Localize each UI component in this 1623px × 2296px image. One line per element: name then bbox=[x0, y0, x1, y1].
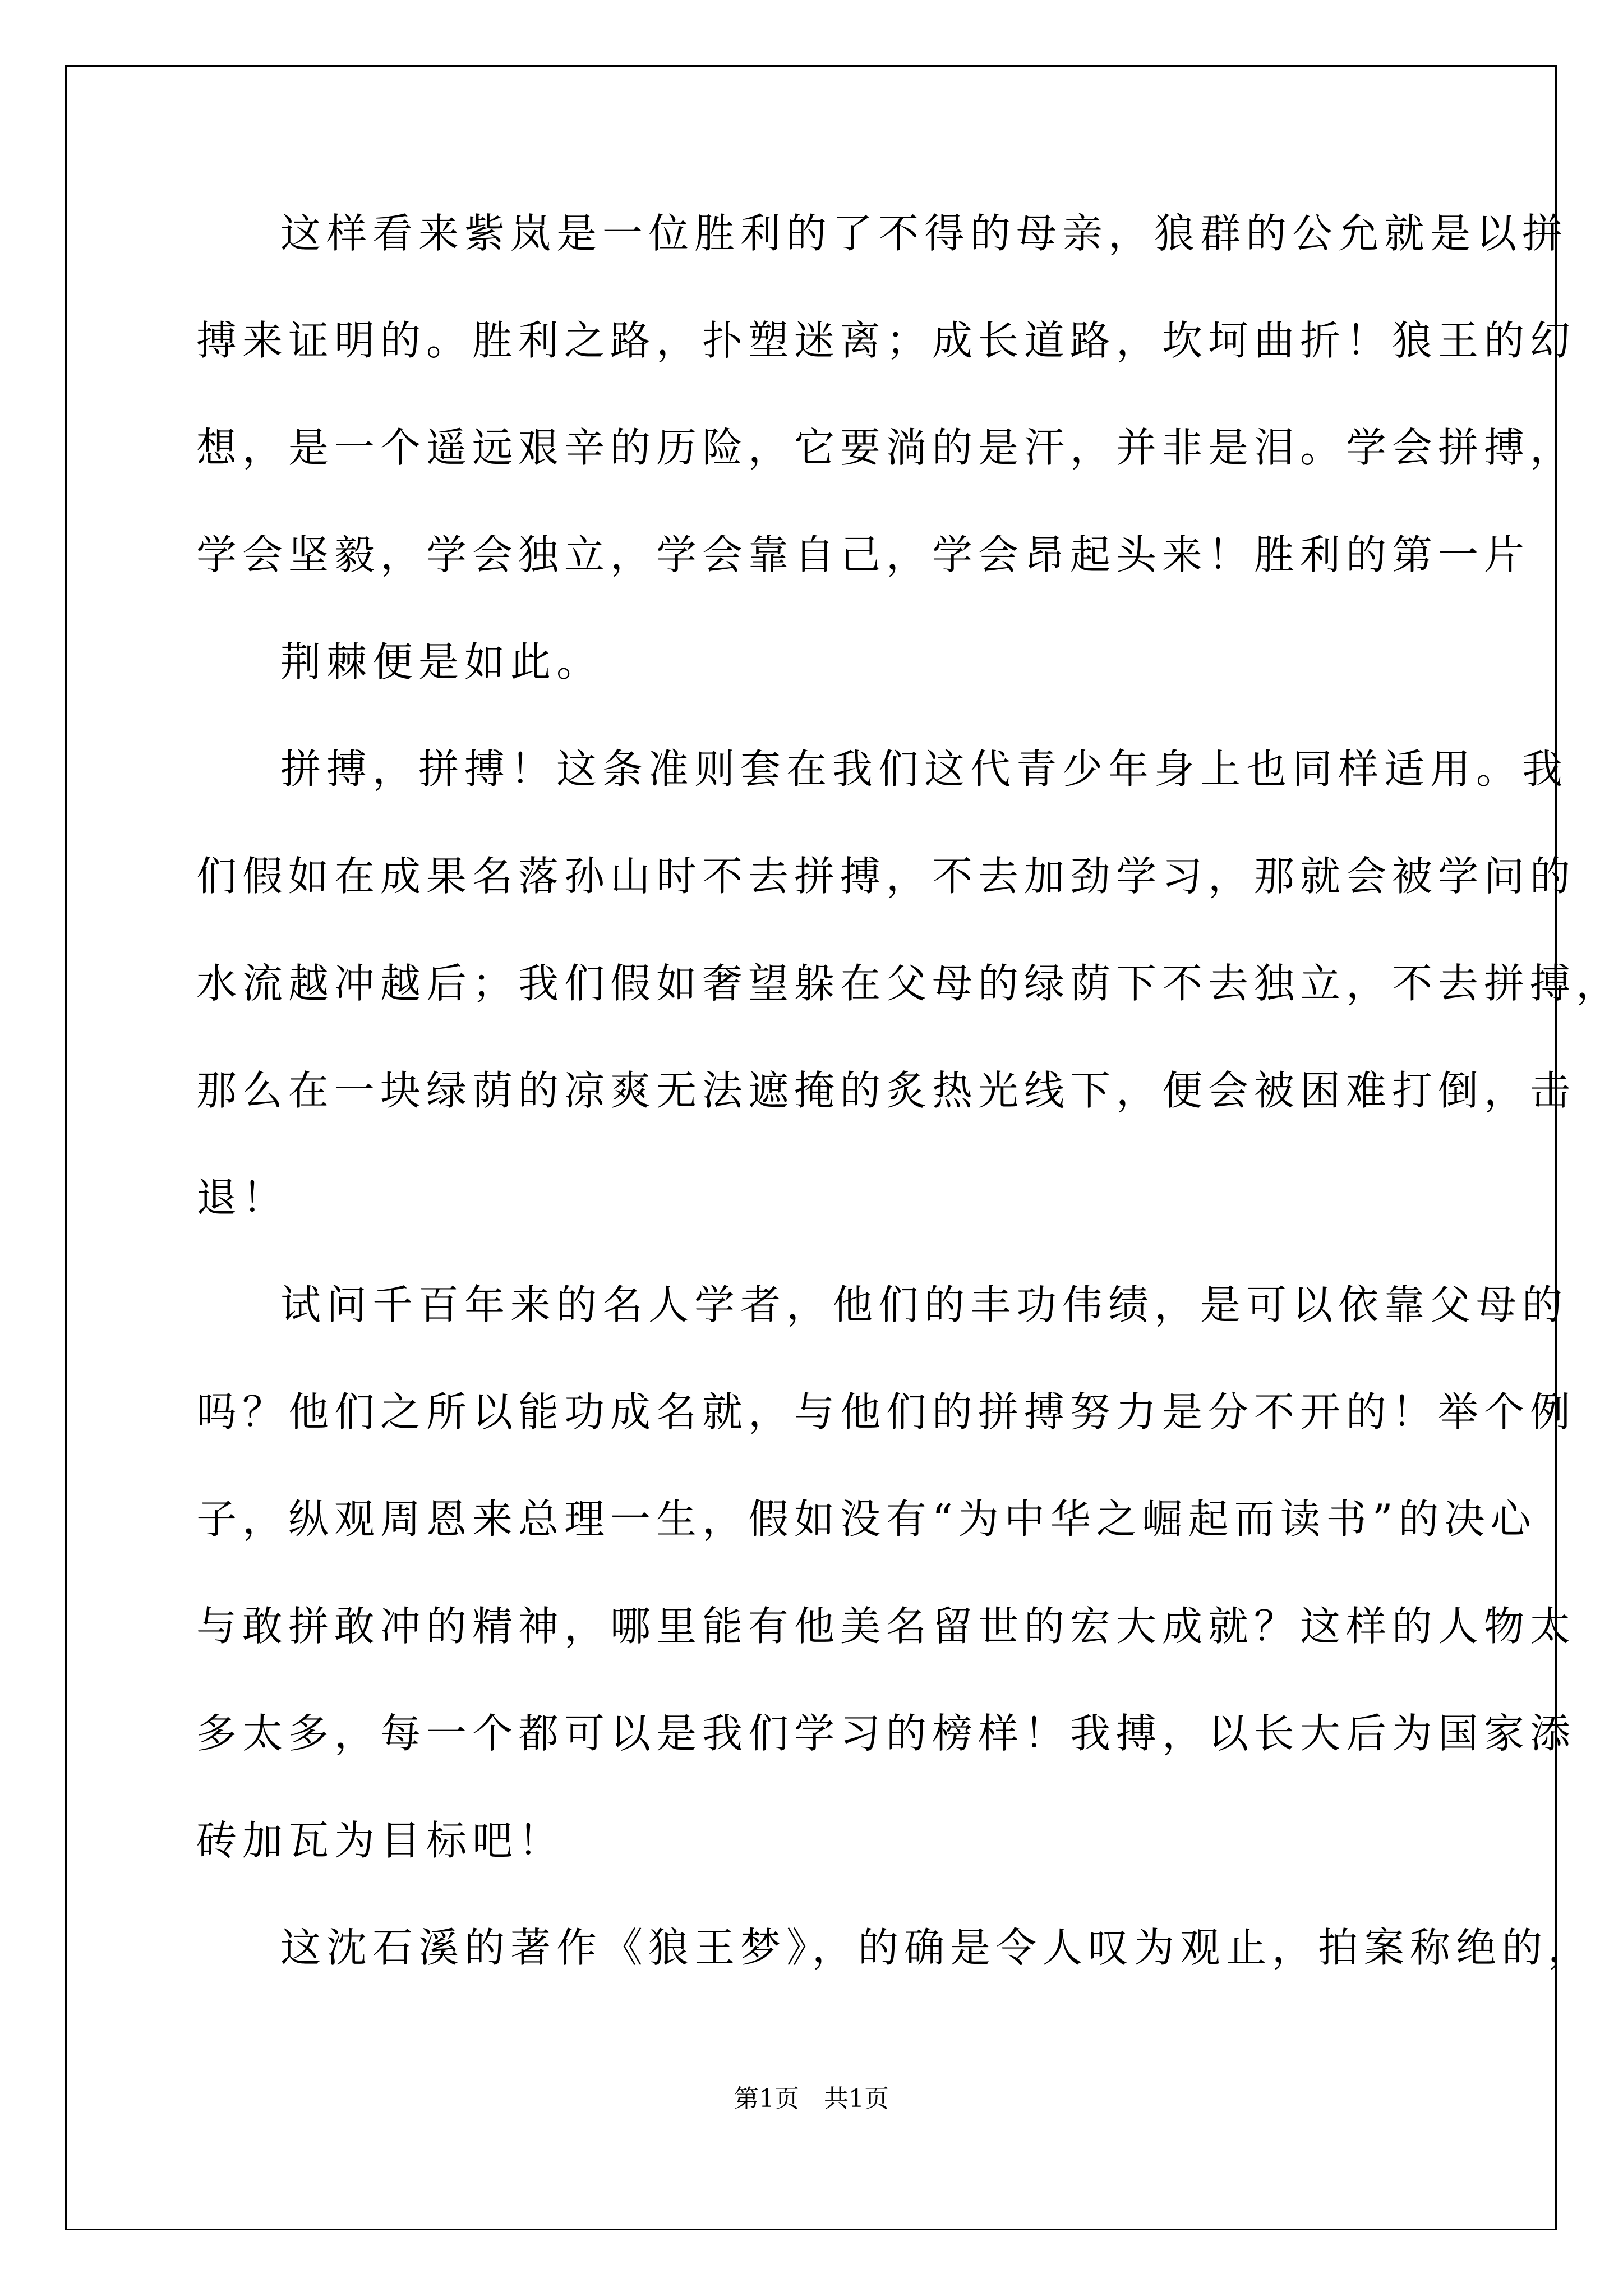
text-line: 想，是一个遥远艰辛的历险，它要淌的是汗，并非是泪。学会拼搏， bbox=[196, 424, 1576, 471]
text-line: 那么在一块绿荫的凉爽无法遮掩的炙热光线下，便会被困难打倒，击 bbox=[196, 1067, 1576, 1114]
text-line: 试问千百年来的名人学者，他们的丰功伟绩，是可以依靠父母的 bbox=[280, 1281, 1569, 1328]
text-line: 这沈石溪的著作《狼王梦》，的确是令人叹为观止，拍案称绝的， bbox=[280, 1924, 1594, 1971]
text-line: 退！ bbox=[196, 1174, 289, 1221]
text-line: 砖加瓦为目标吧！ bbox=[196, 1817, 565, 1864]
text-line: 荆棘便是如此。 bbox=[280, 638, 603, 685]
text-line: 与敢拼敢冲的精神，哪里能有他美名留世的宏大成就？这样的人物太 bbox=[196, 1603, 1576, 1650]
text-line: 水流越冲越后；我们假如奢望躲在父母的绿荫下不去独立，不去拼搏， bbox=[196, 960, 1622, 1007]
text-line: 学会坚毅，学会独立，学会靠自己，学会昂起头来！胜利的第一片 bbox=[196, 531, 1530, 578]
text-line: 搏来证明的。胜利之路，扑塑迷离；成长道路，坎坷曲折！狼王的幻 bbox=[196, 317, 1576, 364]
text-line: 们假如在成果名落孙山时不去拼搏，不去加劲学习，那就会被学问的 bbox=[196, 853, 1576, 900]
text-line: 这样看来紫岚是一位胜利的了不得的母亲，狼群的公允就是以拼 bbox=[280, 210, 1569, 257]
text-line: 多太多，每一个都可以是我们学习的榜样！我搏，以长大后为国家添 bbox=[196, 1710, 1576, 1757]
text-line: 拼搏，拼搏！这条准则套在我们这代青少年身上也同样适用。我 bbox=[280, 746, 1569, 793]
text-line: 吗？他们之所以能功成名就，与他们的拼搏努力是分不开的！举个例 bbox=[196, 1388, 1576, 1435]
page-number-footer: 第1页 共1页 bbox=[734, 2085, 889, 2113]
document-body bbox=[196, 210, 1622, 2035]
text-line: 子，纵观周恩来总理一生，假如没有“为中华之崛起而读书”的决心 bbox=[196, 1496, 1537, 1543]
